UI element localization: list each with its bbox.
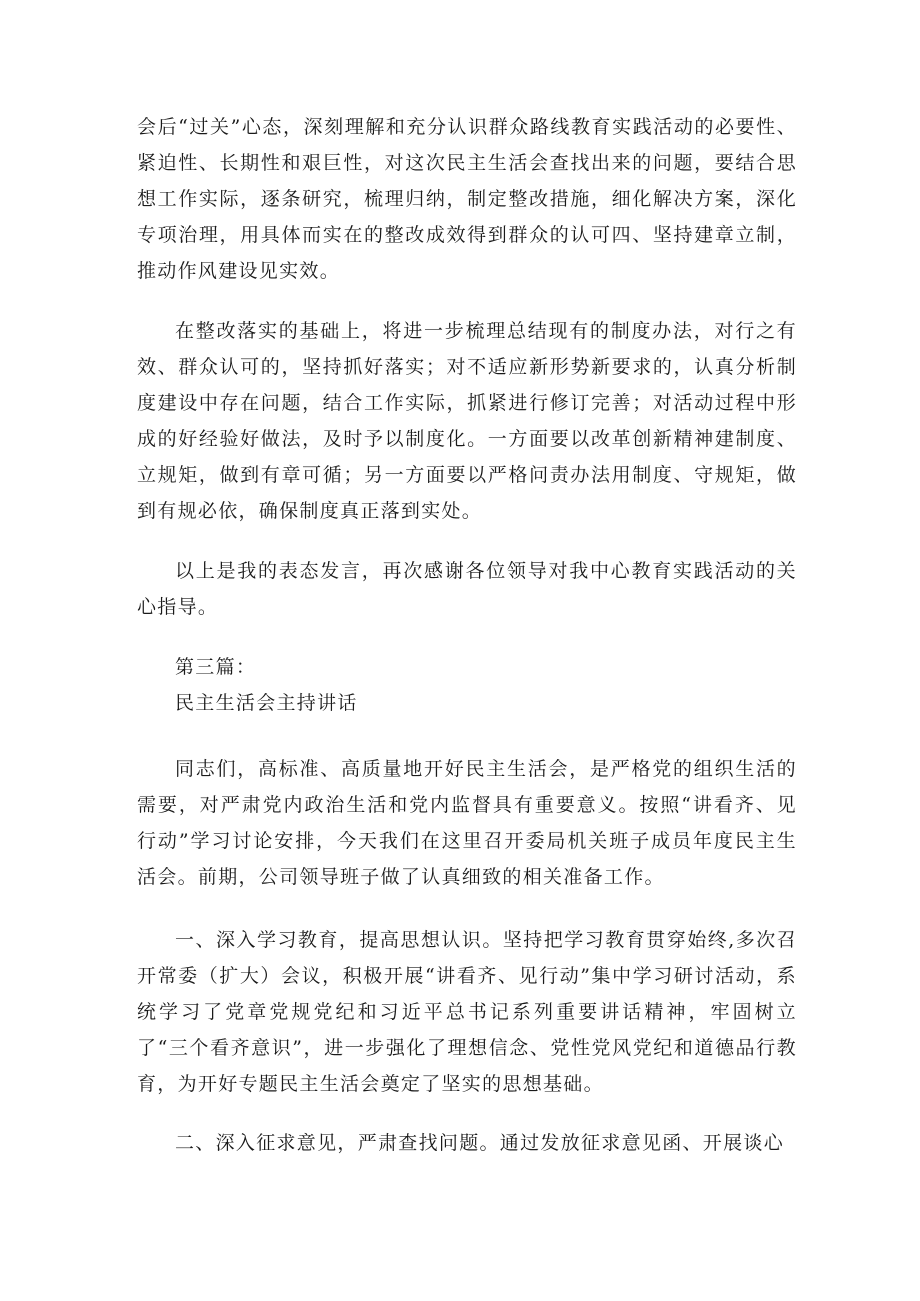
paragraph-closing-remarks: 以上是我的表态发言，再次感谢各位领导对我中心教育实践活动的关心指导。 [137, 560, 797, 618]
section-label: 第三篇： [175, 656, 257, 678]
section-title: 民主生活会主持讲话 [175, 692, 358, 714]
paragraph-solicit-opinions: 二、深入征求意见，严肃查找问题。通过发放征求意见函、开展谈心 [175, 1132, 785, 1154]
paragraph-opening-speech: 同志们，高标准、高质量地开好民主生活会，是严格党的组织生活的需要，对严肃党内政治生活和党内监督具有重要意义。按照“讲看齐、见行动”学习讨论安排，今天我们在这里召开委局机关班子成员年度民主生活会。前期，公司领导班子做了认真细致的相关准备工作。 [137, 758, 797, 888]
paragraph-study-education: 一、深入学习教育，提高思想认识。坚持把学习教育贯穿始终,多次召开常委（扩大）会议，积极开展“讲看齐、见行动”集中学习研讨活动，系统学习了党章党规党纪和习近平总书记系列重要讲话精神，牢固树立了“三个看齐意识”，进一步强化了理想信念、党性党风党纪和道德品行教育，为开好专题民主生活会奠定了坚实的思想基础。 [137, 929, 797, 1095]
paragraph-continuation: 会后“过关”心态，深刻理解和充分认识群众路线教育实践活动的必要性、紧迫性、长期性和艰巨性，对这次民主生活会查找出来的问题，要结合思想工作实际，逐条研究，梳理归纳，制定整改措施，细化解决方案，深化专项治理，用具体而实在的整改成效得到群众的认可四、坚持建章立制，推动作风建设见实效。 [137, 116, 797, 282]
paragraph-rectification: 在整改落实的基础上，将进一步梳理总结现有的制度办法，对行之有效、群众认可的，坚持抓好落实；对不适应新形势新要求的，认真分析制度建设中存在问题，结合工作实际，抓紧进行修订完善；对活动过程中形成的好经验好做法，及时予以制度化。一方面要以改革创新精神建制度、立规矩，做到有章可循；另一方面要以严格问责办法用制度、守规矩，做到有规必依，确保制度真正落到实处。 [137, 320, 797, 522]
